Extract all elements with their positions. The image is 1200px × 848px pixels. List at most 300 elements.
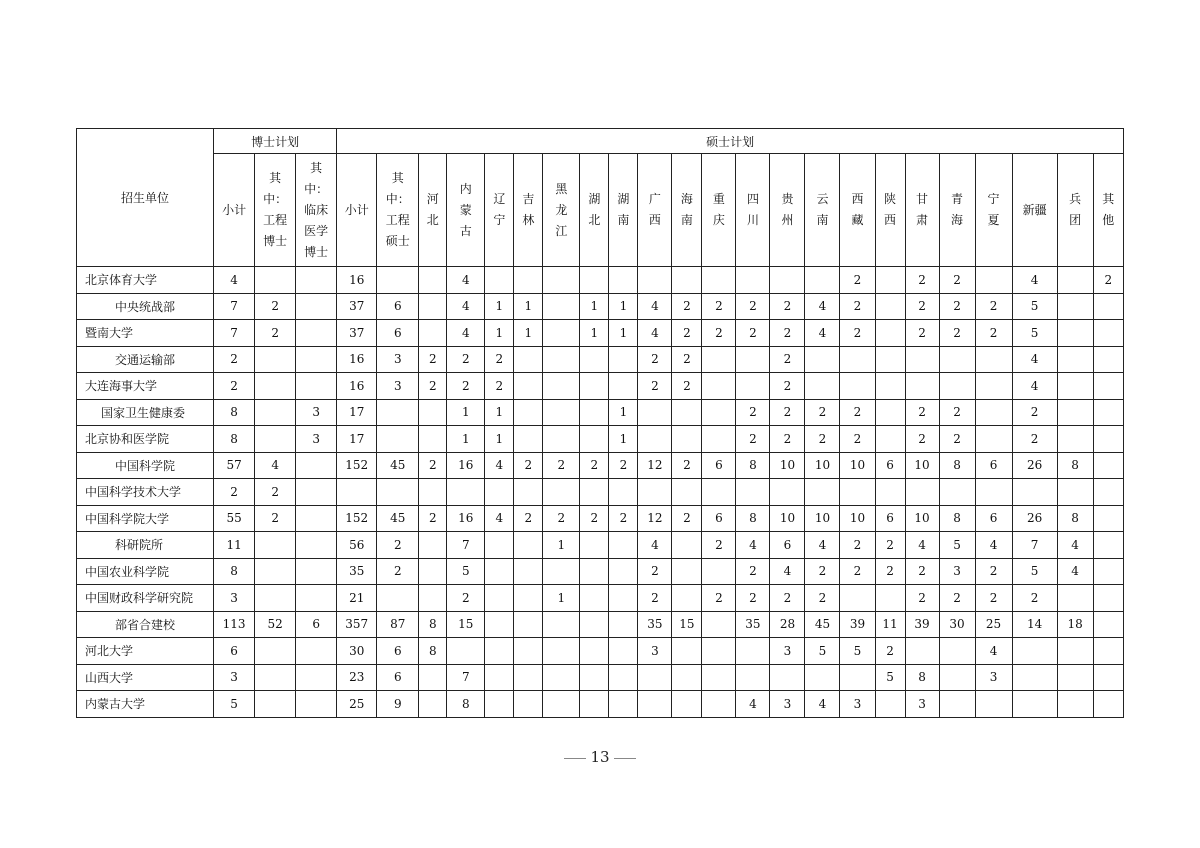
value-cell: 6 [770, 532, 805, 559]
value-cell [1057, 479, 1093, 506]
value-cell [514, 479, 543, 506]
value-cell: 4 [736, 532, 770, 559]
value-cell: 4 [975, 532, 1012, 559]
value-cell: 6 [975, 452, 1012, 479]
value-cell [377, 426, 419, 453]
value-cell [702, 479, 736, 506]
value-cell: 4 [1057, 532, 1093, 559]
table-row [77, 611, 1124, 638]
value-cell: 3 [939, 558, 975, 585]
value-cell: 5 [939, 532, 975, 559]
value-cell [770, 267, 805, 294]
value-cell: 2 [672, 373, 702, 400]
value-cell: 45 [805, 611, 840, 638]
value-cell: 6 [377, 638, 419, 665]
value-cell [485, 267, 514, 294]
value-cell [580, 585, 609, 612]
master-col-header-9: 黑 龙 江 [543, 154, 580, 267]
value-cell: 5 [805, 638, 840, 665]
page-number [0, 748, 1200, 766]
value-cell: 2 [770, 373, 805, 400]
value-cell: 30 [337, 638, 377, 665]
value-cell: 87 [377, 611, 419, 638]
value-cell: 2 [447, 585, 485, 612]
value-cell: 10 [840, 452, 875, 479]
unit-name-cell: 北京协和医学院 [77, 426, 214, 453]
value-cell [1012, 638, 1057, 665]
value-cell [1093, 426, 1123, 453]
value-cell: 3 [840, 691, 875, 718]
phd-col-header-0: 小计 [214, 154, 255, 267]
value-cell [580, 664, 609, 691]
value-cell: 2 [609, 505, 638, 532]
value-cell [543, 426, 580, 453]
value-cell: 2 [975, 320, 1012, 347]
value-cell [1012, 691, 1057, 718]
value-cell [255, 558, 296, 585]
value-cell [638, 479, 672, 506]
value-cell [1057, 293, 1093, 320]
value-cell: 2 [770, 426, 805, 453]
value-cell [609, 373, 638, 400]
value-cell [1057, 373, 1093, 400]
value-cell: 4 [214, 267, 255, 294]
master-col-header-15: 四 川 [736, 154, 770, 267]
value-cell: 2 [905, 585, 939, 612]
value-cell [296, 479, 337, 506]
value-cell [296, 373, 337, 400]
value-cell [1057, 346, 1093, 373]
value-cell: 5 [875, 664, 905, 691]
value-cell: 8 [939, 452, 975, 479]
value-cell [1057, 426, 1093, 453]
value-cell [1057, 638, 1093, 665]
value-cell [296, 638, 337, 665]
value-cell [296, 320, 337, 347]
value-cell: 2 [905, 293, 939, 320]
value-cell: 2 [485, 346, 514, 373]
value-cell [609, 611, 638, 638]
value-cell: 9 [377, 691, 419, 718]
value-cell: 2 [905, 320, 939, 347]
value-cell [485, 611, 514, 638]
value-cell [609, 479, 638, 506]
value-cell [905, 346, 939, 373]
value-cell: 10 [770, 452, 805, 479]
master-col-header-20: 甘 肃 [905, 154, 939, 267]
value-cell: 2 [770, 320, 805, 347]
value-cell [875, 399, 905, 426]
value-cell [672, 638, 702, 665]
value-cell: 4 [638, 532, 672, 559]
value-cell: 2 [975, 293, 1012, 320]
value-cell: 11 [875, 611, 905, 638]
value-cell [638, 399, 672, 426]
value-cell [875, 585, 905, 612]
value-cell [543, 399, 580, 426]
value-cell [255, 346, 296, 373]
value-cell [609, 638, 638, 665]
value-cell: 35 [736, 611, 770, 638]
unit-name-cell: 内蒙古大学 [77, 691, 214, 718]
value-cell: 3 [377, 373, 419, 400]
value-cell: 4 [975, 638, 1012, 665]
value-cell: 2 [702, 320, 736, 347]
value-cell [514, 558, 543, 585]
value-cell: 2 [638, 558, 672, 585]
value-cell: 8 [1057, 452, 1093, 479]
value-cell: 1 [609, 320, 638, 347]
value-cell [255, 373, 296, 400]
value-cell: 152 [337, 452, 377, 479]
value-cell [1093, 558, 1123, 585]
value-cell: 1 [543, 585, 580, 612]
value-cell [337, 479, 377, 506]
master-col-header-25: 其 他 [1093, 154, 1123, 267]
value-cell: 39 [905, 611, 939, 638]
value-cell: 2 [1012, 426, 1057, 453]
value-cell [485, 532, 514, 559]
value-cell [296, 293, 337, 320]
value-cell [1093, 320, 1123, 347]
value-cell: 2 [770, 346, 805, 373]
value-cell [377, 399, 419, 426]
value-cell: 1 [514, 293, 543, 320]
table-row [77, 320, 1124, 347]
unit-name-cell: 交通运输部 [77, 346, 214, 373]
value-cell [840, 479, 875, 506]
value-cell [580, 399, 609, 426]
table-row [77, 346, 1124, 373]
value-cell: 8 [214, 426, 255, 453]
value-cell: 3 [638, 638, 672, 665]
value-cell: 4 [770, 558, 805, 585]
value-cell: 4 [1012, 373, 1057, 400]
value-cell [702, 558, 736, 585]
value-cell: 1 [609, 293, 638, 320]
value-cell [805, 664, 840, 691]
value-cell [905, 479, 939, 506]
value-cell: 26 [1012, 505, 1057, 532]
value-cell [1093, 664, 1123, 691]
value-cell: 4 [805, 532, 840, 559]
value-cell [255, 267, 296, 294]
value-cell: 2 [447, 373, 485, 400]
value-cell [736, 664, 770, 691]
value-cell: 3 [296, 399, 337, 426]
value-cell [255, 691, 296, 718]
value-cell: 4 [447, 320, 485, 347]
value-cell: 5 [840, 638, 875, 665]
value-cell: 37 [337, 320, 377, 347]
value-cell: 2 [939, 293, 975, 320]
value-cell [702, 346, 736, 373]
value-cell: 2 [840, 532, 875, 559]
value-cell [875, 479, 905, 506]
master-col-header-18: 西 藏 [840, 154, 875, 267]
value-cell [805, 373, 840, 400]
value-cell [255, 399, 296, 426]
value-cell [255, 532, 296, 559]
value-cell [485, 664, 514, 691]
value-cell: 1 [447, 426, 485, 453]
value-cell [805, 267, 840, 294]
value-cell: 6 [702, 452, 736, 479]
unit-name-cell: 中国农业科学院 [77, 558, 214, 585]
value-cell: 8 [214, 558, 255, 585]
value-cell: 1 [485, 293, 514, 320]
value-cell: 2 [905, 426, 939, 453]
value-cell: 2 [1012, 585, 1057, 612]
value-cell: 25 [337, 691, 377, 718]
table-row [77, 267, 1124, 294]
value-cell: 15 [447, 611, 485, 638]
value-cell: 1 [514, 320, 543, 347]
value-cell: 2 [447, 346, 485, 373]
value-cell: 8 [905, 664, 939, 691]
value-cell: 2 [939, 267, 975, 294]
value-cell [939, 373, 975, 400]
value-cell [770, 479, 805, 506]
master-col-header-5: 河 北 [419, 154, 447, 267]
value-cell: 7 [214, 293, 255, 320]
master-col-header-21: 青 海 [939, 154, 975, 267]
value-cell [638, 664, 672, 691]
value-cell: 1 [485, 399, 514, 426]
value-cell [939, 346, 975, 373]
value-cell [485, 691, 514, 718]
value-cell [736, 346, 770, 373]
value-cell: 35 [337, 558, 377, 585]
value-cell: 25 [975, 611, 1012, 638]
value-cell [638, 691, 672, 718]
phd-plan-header: 博士计划 [214, 129, 337, 154]
value-cell: 2 [805, 426, 840, 453]
value-cell [672, 479, 702, 506]
value-cell [543, 320, 580, 347]
value-cell: 6 [875, 505, 905, 532]
value-cell: 4 [638, 293, 672, 320]
value-cell: 1 [609, 426, 638, 453]
value-cell: 2 [939, 426, 975, 453]
unit-column-header: 招生单位 [77, 129, 214, 267]
value-cell: 45 [377, 505, 419, 532]
value-cell: 2 [638, 373, 672, 400]
value-cell [514, 346, 543, 373]
value-cell: 2 [214, 346, 255, 373]
value-cell [702, 267, 736, 294]
value-cell [702, 638, 736, 665]
master-col-header-6: 内 蒙 古 [447, 154, 485, 267]
table-row [77, 664, 1124, 691]
unit-name-cell: 中国科学院大学 [77, 505, 214, 532]
table-row [77, 373, 1124, 400]
value-cell [296, 267, 337, 294]
value-cell: 2 [905, 399, 939, 426]
unit-name-cell: 山西大学 [77, 664, 214, 691]
value-cell [975, 479, 1012, 506]
value-cell: 2 [514, 452, 543, 479]
value-cell [543, 611, 580, 638]
unit-name-cell: 暨南大学 [77, 320, 214, 347]
value-cell [875, 426, 905, 453]
value-cell [514, 585, 543, 612]
value-cell: 2 [840, 320, 875, 347]
value-cell: 2 [580, 452, 609, 479]
value-cell [875, 691, 905, 718]
value-cell: 2 [939, 399, 975, 426]
table-row [77, 479, 1124, 506]
unit-name-cell: 大连海事大学 [77, 373, 214, 400]
value-cell: 3 [296, 426, 337, 453]
value-cell: 2 [702, 293, 736, 320]
value-cell [736, 479, 770, 506]
value-cell: 4 [255, 452, 296, 479]
value-cell: 8 [447, 691, 485, 718]
value-cell [580, 558, 609, 585]
value-cell [296, 346, 337, 373]
value-cell [609, 691, 638, 718]
value-cell: 2 [736, 320, 770, 347]
value-cell [1093, 638, 1123, 665]
value-cell [419, 479, 447, 506]
value-cell: 10 [805, 505, 840, 532]
value-cell [296, 691, 337, 718]
value-cell [1093, 691, 1123, 718]
value-cell [840, 373, 875, 400]
value-cell [255, 664, 296, 691]
value-cell: 2 [255, 320, 296, 347]
value-cell [543, 346, 580, 373]
value-cell [296, 585, 337, 612]
value-cell [580, 611, 609, 638]
value-cell [840, 664, 875, 691]
value-cell: 7 [447, 532, 485, 559]
value-cell: 56 [337, 532, 377, 559]
value-cell: 2 [975, 585, 1012, 612]
value-cell [975, 426, 1012, 453]
value-cell: 26 [1012, 452, 1057, 479]
value-cell [609, 558, 638, 585]
value-cell [736, 638, 770, 665]
value-cell [1057, 399, 1093, 426]
value-cell [514, 664, 543, 691]
value-cell: 2 [875, 532, 905, 559]
value-cell [419, 320, 447, 347]
master-col-header-11: 湖 南 [609, 154, 638, 267]
value-cell [875, 320, 905, 347]
value-cell [419, 532, 447, 559]
value-cell: 1 [447, 399, 485, 426]
value-cell: 2 [939, 585, 975, 612]
value-cell [514, 532, 543, 559]
value-cell [1057, 320, 1093, 347]
value-cell [672, 532, 702, 559]
value-cell: 8 [214, 399, 255, 426]
value-cell [419, 426, 447, 453]
value-cell: 6 [702, 505, 736, 532]
value-cell: 5 [1012, 320, 1057, 347]
value-cell: 8 [736, 505, 770, 532]
table-row [77, 532, 1124, 559]
value-cell [1093, 293, 1123, 320]
table-row [77, 399, 1124, 426]
value-cell [672, 267, 702, 294]
value-cell: 2 [214, 373, 255, 400]
value-cell: 6 [377, 293, 419, 320]
value-cell [672, 399, 702, 426]
value-cell: 37 [337, 293, 377, 320]
value-cell: 2 [485, 373, 514, 400]
value-cell [580, 691, 609, 718]
page-dash-left [564, 758, 586, 759]
value-cell: 3 [377, 346, 419, 373]
value-cell: 4 [1012, 267, 1057, 294]
value-cell [638, 267, 672, 294]
value-cell: 2 [419, 346, 447, 373]
value-cell: 2 [975, 558, 1012, 585]
value-cell [672, 585, 702, 612]
value-cell [419, 558, 447, 585]
value-cell: 2 [377, 558, 419, 585]
value-cell [702, 664, 736, 691]
value-cell [609, 532, 638, 559]
unit-name-cell: 中国科学院 [77, 452, 214, 479]
value-cell: 2 [840, 558, 875, 585]
value-cell: 2 [672, 505, 702, 532]
table-row [77, 585, 1124, 612]
master-col-header-16: 贵 州 [770, 154, 805, 267]
value-cell: 4 [805, 293, 840, 320]
value-cell: 8 [419, 611, 447, 638]
value-cell: 2 [736, 585, 770, 612]
master-col-header-4: 其 中： 工程 硕士 [377, 154, 419, 267]
value-cell [672, 426, 702, 453]
table-row [77, 426, 1124, 453]
value-cell [1012, 479, 1057, 506]
value-cell [580, 373, 609, 400]
value-cell: 6 [377, 320, 419, 347]
value-cell: 4 [805, 320, 840, 347]
value-cell [672, 691, 702, 718]
value-cell [702, 611, 736, 638]
value-cell [447, 479, 485, 506]
value-cell [975, 267, 1012, 294]
value-cell [255, 638, 296, 665]
value-cell: 10 [840, 505, 875, 532]
master-col-header-24: 兵 团 [1057, 154, 1093, 267]
value-cell: 2 [736, 293, 770, 320]
value-cell [975, 346, 1012, 373]
value-cell: 357 [337, 611, 377, 638]
value-cell: 2 [770, 585, 805, 612]
value-cell: 7 [214, 320, 255, 347]
value-cell [1012, 664, 1057, 691]
master-col-header-8: 吉 林 [514, 154, 543, 267]
value-cell [377, 585, 419, 612]
value-cell: 2 [609, 452, 638, 479]
value-cell: 2 [905, 267, 939, 294]
value-cell [1057, 267, 1093, 294]
value-cell [543, 479, 580, 506]
value-cell: 4 [1057, 558, 1093, 585]
value-cell: 2 [770, 293, 805, 320]
value-cell: 6 [214, 638, 255, 665]
value-cell: 6 [377, 664, 419, 691]
value-cell: 16 [447, 505, 485, 532]
value-cell [580, 346, 609, 373]
value-cell [514, 373, 543, 400]
